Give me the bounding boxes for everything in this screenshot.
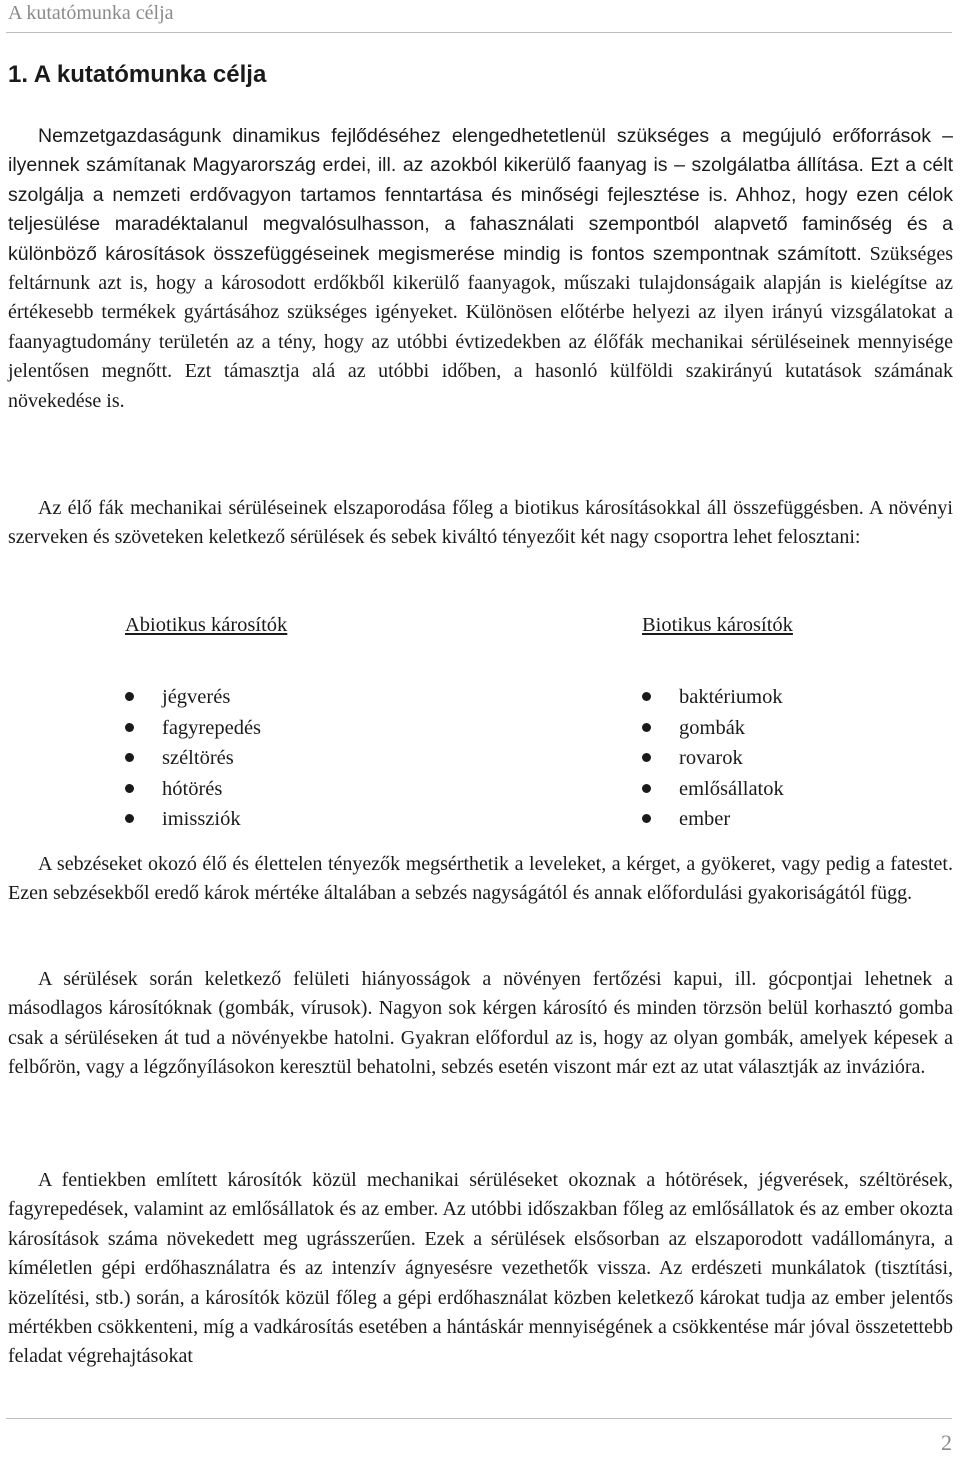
biotic-list-title: Biotikus károsítók <box>642 614 793 636</box>
list-item <box>642 804 793 835</box>
list-item-label: fagyrepedés <box>162 716 262 739</box>
list-item-label: jégverés <box>162 686 231 708</box>
paragraph-research-goal-part2: Szükséges feltárnunk azt is, hogy a károsodott erdőkből kikerülő faanyagok, műszaki tulajdonságaik alapján is kielégítse az értékesebb termékek gyártásához szükséges igényeket. Különösen előtérbe helyezi az ilyen irányú vizsgálatokat a faanyagtudomány területén az a tény, hogy az utóbbi évtizedekben az élőfák mechanikai sérüléseinek mennyisége jelentősen megnőtt. Ezt támasztja alá az utóbbi időben, a hasonló külföldi szakirányú kutatások számának növekedése is. <box>8 242 953 412</box>
list-item <box>642 743 793 774</box>
bullet-icon <box>125 692 134 701</box>
paragraph-damage-causes <box>8 1166 953 1372</box>
list-item-label: imissziók <box>162 808 241 830</box>
section-heading: 1. A kutatómunka célja <box>8 61 267 88</box>
abiotic-list <box>125 682 287 835</box>
bullet-icon <box>642 753 651 762</box>
bullet-icon <box>125 723 134 732</box>
bullet-icon <box>642 784 651 793</box>
list-item-label: gombák <box>679 716 746 739</box>
bullet-icon <box>125 784 134 793</box>
list-item-label: széltörés <box>162 747 234 769</box>
paragraph-research-goal-part1: Nemzetgazdaságunk dinamikus fejlődéséhez elengedhetetlenül szükséges a megújuló erőforrások – ilyennek számítanak Magyarország erdei, ill. az azokból kikerülő faanyag is – szolgálatba állítása. Ezt a célt szolgálja a nemzeti erdővagyon tartamos fenntartása és minőségi fejlesztése is. Ahhoz, hogy ezen célok teljesülése maradéktalanul megvalósulhasson, a fahasználati szempontból alapvető faminőség és a különböző károsítások összefüggéseinek megismerése mindig is fontos szempontnak számított. <box>8 125 953 265</box>
paragraph-mechanical-damage-text: Az élő fák mechanikai sérüléseinek elszaporodása főleg a biotikus károsításokkal áll összefüggésben. A növényi szerveken és szöveteken keletkező sérülések és sebek kiváltó tényezőit két nagy csoportra lehet felosztani: <box>8 497 953 549</box>
paragraph-mechanical-damage <box>8 494 953 553</box>
bullet-icon <box>125 814 134 823</box>
list-item <box>642 774 793 805</box>
paragraph-infection-gateways-text: A sérülések során keletkező felületi hiányosságok a növényen fertőzési kapui, ill. gócpontjai lehetnek a másodlagos károsítóknak (gombák, vírusok). Nagyon sok kérgen károsító és minden törzsön belül korhasztó gomba csak a sérüléseken át tud a növényekbe hatolni. Gyakran előfordul az is, hogy az olyan gombák, amelyek képesek a felbőrön, vagy a légzőnyílásokon keresztül behatolni, sebzés esetén viszont már ezt az utat választják az invázióra. <box>8 968 953 1079</box>
list-item <box>642 713 793 744</box>
paragraph-research-goal <box>8 122 953 416</box>
biotic-damage-column <box>642 610 793 835</box>
bullet-icon <box>642 814 651 823</box>
bullet-icon <box>125 753 134 762</box>
abiotic-damage-column <box>125 610 287 835</box>
list-item <box>125 743 287 774</box>
bullet-icon <box>642 692 651 701</box>
list-item <box>125 713 287 744</box>
header-divider <box>6 32 952 33</box>
abiotic-list-title: Abiotikus károsítók <box>125 614 288 636</box>
paragraph-wound-factors <box>8 850 953 909</box>
list-item-label: emlősállatok <box>679 777 784 800</box>
list-item-label: hótörés <box>162 777 223 800</box>
list-item-label: baktériumok <box>679 686 783 708</box>
list-item <box>125 804 287 835</box>
list-item <box>125 682 287 713</box>
list-item-label: rovarok <box>679 747 743 769</box>
footer-divider <box>6 1418 952 1419</box>
bullet-icon <box>642 723 651 732</box>
list-item <box>642 682 793 713</box>
biotic-list <box>642 682 793 835</box>
paragraph-infection-gateways <box>8 965 953 1083</box>
paragraph-damage-causes-text: A fentiekben említett károsítók közül mechanikai sérüléseket okoznak a hótörések, jégverések, széltörések, fagyrepedések, valamint az emlősállatok és az ember. Az utóbbi időszakban főleg az emlősállatok és az ember okozta károsítások száma növekedett meg ugrásszerűen. Ezek a sérülések elsősorban az elszaporodott vadállományra, a kíméletlen gépi erdőhasználatra és az intenzív ágnyesésre vezethetők vissza. Az erdészeti munkálatok (tisztítási, közelítési, stb.) során, a károsítók közül főleg a gépi erdőhasználat közben keletkező károkat tudja az ember jelentős mértékben csökkenteni, míg a vadkárosítás esetében a hántáskár mennyiségének a csökkentése már jóval összetettebb feladat végrehajtásokat <box>8 1169 953 1368</box>
page-number: 2 <box>941 1430 952 1455</box>
list-item-label: ember <box>679 808 731 830</box>
running-header: A kutatómunka célja <box>8 2 174 24</box>
list-item <box>125 774 287 805</box>
paragraph-wound-factors-text: A sebzéseket okozó élő és élettelen tényezők megsérthetik a leveleket, a kérget, a gyökeret, vagy pedig a fatestet. Ezen sebzésekből eredő károk mértéke általában a sebzés nagyságától és annak előfordulási gyakoriságától függ. <box>8 853 953 905</box>
